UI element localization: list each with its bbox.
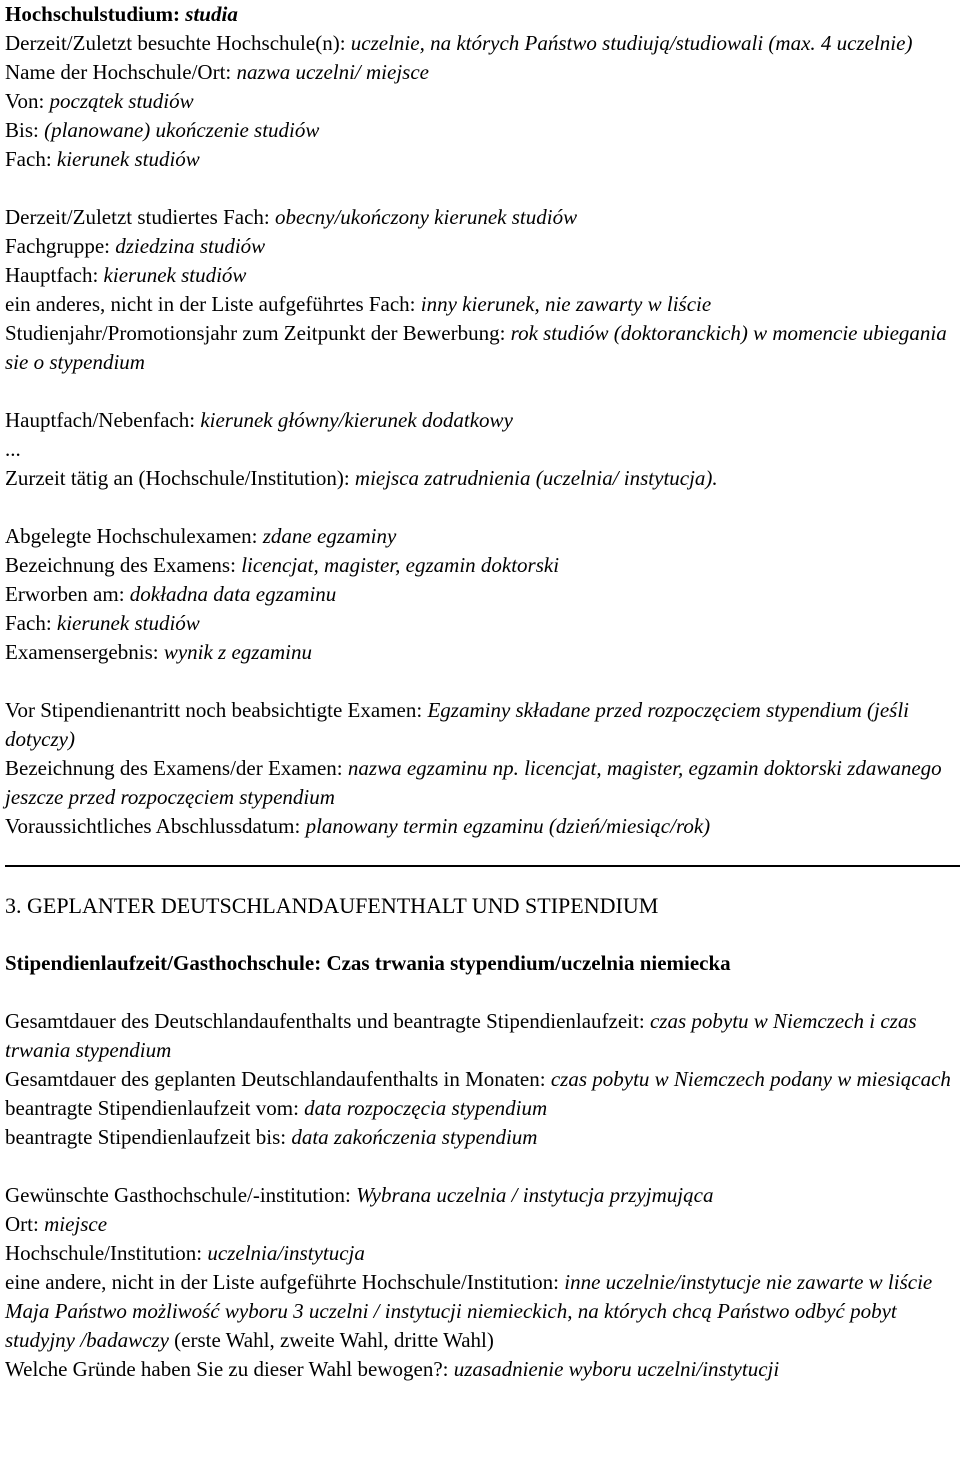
other-host-label: eine andere, nicht in der Liste aufgeführte Hochschule/Institution: — [5, 1270, 559, 1294]
university-name — [5, 58, 955, 87]
scholarship-from — [5, 1094, 955, 1123]
exam-acquired-value: dokładna data egzaminu — [129, 582, 337, 606]
exam-acquired — [5, 580, 955, 609]
section-divider — [5, 865, 960, 867]
planned-exam-date-label: Voraussichtliches Abschlussdatum: — [5, 814, 301, 838]
planned-exam-name — [5, 754, 955, 812]
passed-exams-value: zdane egzaminy — [262, 524, 397, 548]
desired-host — [5, 1181, 955, 1210]
section-3-heading: 3. GEPLANTER DEUTSCHLANDAUFENTHALT UND STIPENDIUM — [5, 893, 659, 918]
study-year — [5, 319, 955, 377]
exam-subject — [5, 609, 955, 638]
desired-host-label: Gewünschte Gasthochschule/-institution: — [5, 1183, 351, 1207]
current-field-label: Derzeit/Zuletzt studiertes Fach: — [5, 205, 270, 229]
passed-exams-label: Abgelegte Hochschulexamen: — [5, 524, 258, 548]
section-3-subheading: Stipendienlaufzeit/Gasthochschule: Czas trwania stypendium/uczelnia niemiecka — [5, 951, 731, 975]
total-duration-value: czas pobytu w Niemczech i czas trwania stypendium — [5, 1009, 917, 1062]
major-field-label: Hauptfach: — [5, 263, 99, 287]
scholarship-to — [5, 1123, 955, 1152]
studies-to — [5, 116, 955, 145]
studies-from-value: początek studiów — [49, 89, 194, 113]
study-year-value: rok studiów (doktoranckich) w momencie ubiegania sie o stypendium — [5, 321, 947, 374]
desired-host-value: Wybrana uczelnia / instytucja przyjmująca — [356, 1183, 714, 1207]
planned-exam-date — [5, 812, 955, 841]
scholarship-from-label: beantragte Stipendienlaufzeit vom: — [5, 1096, 299, 1120]
studies-from-label: Von: — [5, 89, 45, 113]
studies-to-label: Bis: — [5, 118, 39, 142]
other-host-value: inne uczelnie/instytucje nie zawarte w liście — [564, 1270, 933, 1294]
planned-exam-name-label: Bezeichnung des Examens/der Examen: — [5, 756, 343, 780]
current-field-value: obecny/ukończony kierunek studiów — [275, 205, 578, 229]
choice-reasons — [5, 1355, 955, 1384]
spacer — [5, 978, 955, 1007]
choice-note — [5, 1297, 955, 1355]
exam-result — [5, 638, 955, 667]
host-place-label: Ort: — [5, 1212, 39, 1236]
planned-exams-label: Vor Stipendienantritt noch beabsichtigte Examen: — [5, 698, 423, 722]
employed-at-label: Zurzeit tätig an (Hochschule/Institution): — [5, 466, 350, 490]
employed-at — [5, 464, 955, 493]
exam-subject-label: Fach: — [5, 611, 52, 635]
current-field — [5, 203, 955, 232]
planned-exams-value: Egzaminy składane przed rozpoczęciem stypendium (jeśli dotyczy) — [5, 698, 909, 751]
choice-reasons-label: Welche Gründe haben Sie zu dieser Wahl bewogen?: — [5, 1357, 449, 1381]
ellipsis: ... — [5, 437, 21, 461]
university-name-value: nazwa uczelni/ miejsce — [236, 60, 429, 84]
spacer — [5, 493, 955, 522]
studies-title-label: Hochschulstudium: — [5, 2, 181, 26]
host-institution-value: uczelnia/instytucja — [207, 1241, 365, 1265]
major-minor-label: Hauptfach/Nebenfach: — [5, 408, 196, 432]
studies-title-value: studia — [185, 2, 238, 26]
choice-note-text: Maja Państwo możliwość wyboru 3 uczelni / instytucji niemieckich, na których chcą Państwo odbyć pobyt studyjny /badawczy — [5, 1299, 897, 1352]
visited-universities — [5, 29, 955, 58]
studies-subject — [5, 145, 955, 174]
duration-months-value: czas pobytu w Niemczech podany w miesiącach — [550, 1067, 951, 1091]
spacer — [5, 1152, 955, 1181]
other-field-value: inny kierunek, nie zawarty w liście — [420, 292, 712, 316]
exam-acquired-label: Erworben am: — [5, 582, 125, 606]
studies-to-value: (planowane) ukończenie studiów — [44, 118, 320, 142]
total-duration — [5, 1007, 955, 1065]
field-group — [5, 232, 955, 261]
major-minor — [5, 406, 955, 435]
duration-months-label: Gesamtdauer des geplanten Deutschlandaufenthalts in Monaten: — [5, 1067, 546, 1091]
host-institution — [5, 1239, 955, 1268]
host-institution-label: Hochschule/Institution: — [5, 1241, 203, 1265]
studies-subject-label: Fach: — [5, 147, 52, 171]
host-place — [5, 1210, 955, 1239]
total-duration-label: Gesamtdauer des Deutschlandaufenthalts und beantragte Stipendienlaufzeit: — [5, 1009, 645, 1033]
spacer — [5, 920, 955, 949]
exam-result-value: wynik z egzaminu — [163, 640, 312, 664]
spacer — [5, 377, 955, 406]
planned-exam-date-value: planowany termin egzaminu (dzień/miesiąc/rok) — [305, 814, 711, 838]
other-host — [5, 1268, 955, 1297]
major-field — [5, 261, 955, 290]
choice-note-suffix: (erste Wahl, zweite Wahl, dritte Wahl) — [168, 1328, 494, 1352]
field-group-value: dziedzina studiów — [115, 234, 266, 258]
field-group-label: Fachgruppe: — [5, 234, 110, 258]
university-name-label: Name der Hochschule/Ort: — [5, 60, 232, 84]
duration-months — [5, 1065, 955, 1094]
spacer — [5, 667, 955, 696]
choice-reasons-value: uzasadnienie wyboru uczelni/instytucji — [453, 1357, 780, 1381]
major-minor-value: kierunek główny/kierunek dodatkowy — [200, 408, 513, 432]
host-place-value: miejsce — [44, 1212, 108, 1236]
planned-exam-name-value: nazwa egzaminu np. licencjat, magister, egzamin doktorski zdawanego jeszcze przed rozpoczęciem stypendium — [5, 756, 942, 809]
scholarship-to-label: beantragte Stipendienlaufzeit bis: — [5, 1125, 287, 1149]
exam-name-value: licencjat, magister, egzamin doktorski — [241, 553, 560, 577]
exam-subject-value: kierunek studiów — [56, 611, 200, 635]
studies-from — [5, 87, 955, 116]
exam-name-label: Bezeichnung des Examens: — [5, 553, 236, 577]
other-field-label: ein anderes, nicht in der Liste aufgeführtes Fach: — [5, 292, 416, 316]
studies-subject-value: kierunek studiów — [56, 147, 200, 171]
exam-name — [5, 551, 955, 580]
studies-title — [5, 0, 955, 29]
passed-exams — [5, 522, 955, 551]
major-field-value: kierunek studiów — [103, 263, 247, 287]
scholarship-from-value: data rozpoczęcia stypendium — [304, 1096, 548, 1120]
exam-result-label: Examensergebnis: — [5, 640, 159, 664]
spacer — [5, 174, 955, 203]
other-field — [5, 290, 955, 319]
scholarship-to-value: data zakończenia stypendium — [291, 1125, 538, 1149]
planned-exams — [5, 696, 955, 754]
visited-label: Derzeit/Zuletzt besuchte Hochschule(n): — [5, 31, 346, 55]
study-year-label: Studienjahr/Promotionsjahr zum Zeitpunkt der Bewerbung: — [5, 321, 506, 345]
visited-value: uczelnie, na których Państwo studiują/studiowali (max. 4 uczelnie) — [350, 31, 913, 55]
employed-at-value: miejsca zatrudnienia (uczelnia/ instytucja). — [354, 466, 718, 490]
